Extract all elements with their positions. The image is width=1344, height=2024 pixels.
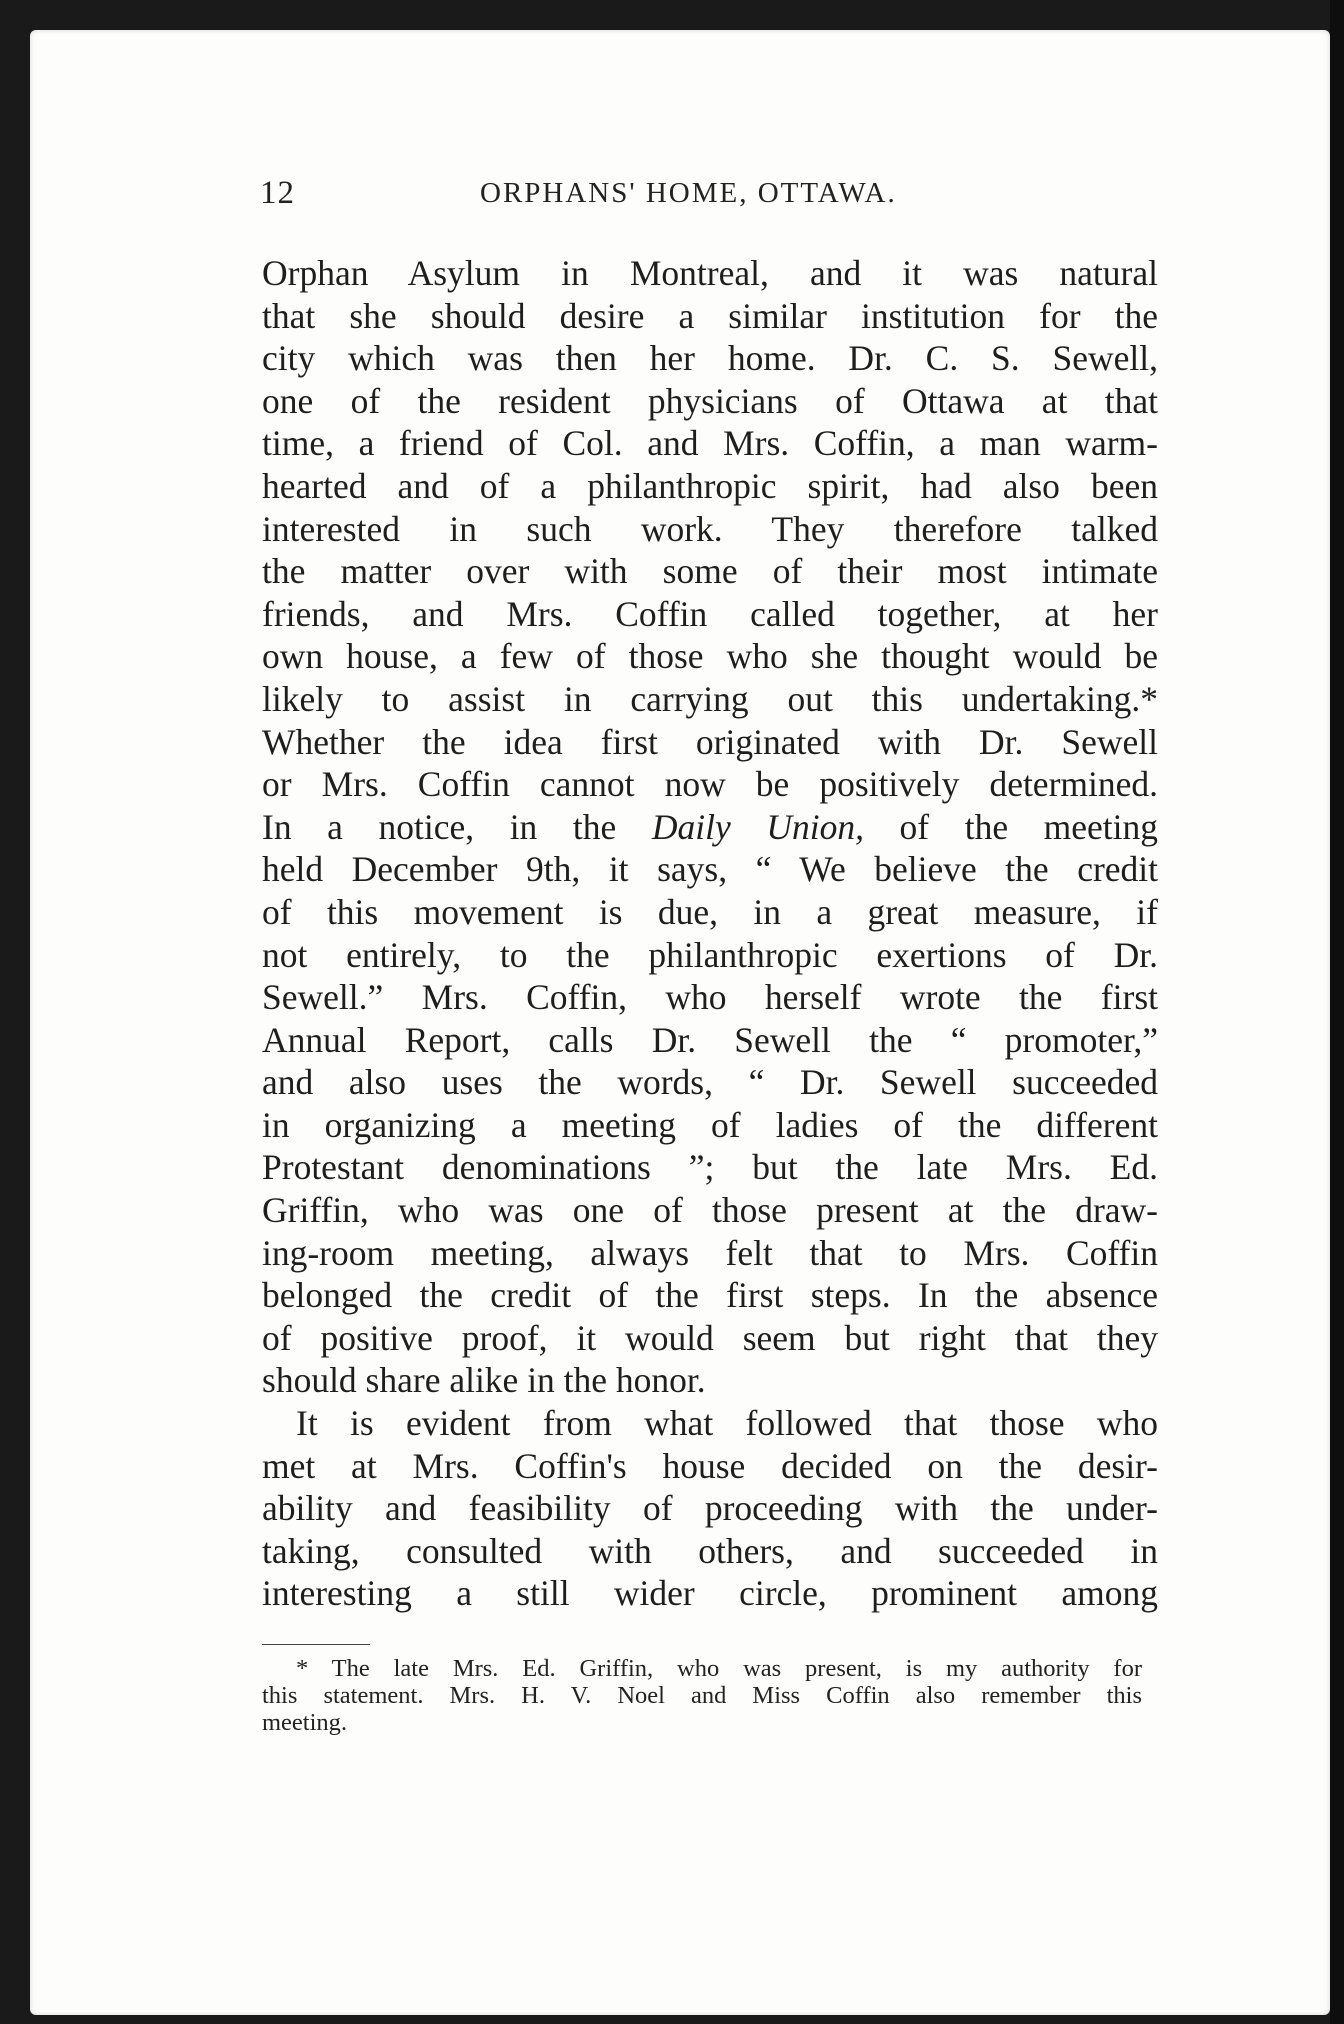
text-line: ing-room meeting, always felt that to Mrs. Coffin [262, 1232, 1158, 1273]
page-header [260, 175, 1160, 225]
text-line: It is evident from what followed that those who [296, 1403, 1158, 1444]
text-line: met at Mrs. Coffin's house decided on the desir- [262, 1445, 1158, 1486]
text-line: or Mrs. Coffin cannot now be positively determined. [262, 764, 1158, 805]
text-line: Annual Report, calls Dr. Sewell the “ promoter,” [262, 1019, 1158, 1060]
newspaper-title: Daily Union, [651, 806, 864, 847]
text-line: ability and feasibility of proceeding with the under- [262, 1488, 1158, 1529]
text-line: belonged the credit of the first steps. In the absence [262, 1275, 1158, 1316]
text-line: interested in such work. They therefore talked [262, 508, 1158, 549]
text-line: time, a friend of Col. and Mrs. Coffin, a man warm- [262, 423, 1158, 464]
text-line: city which was then her home. Dr. C. S. Sewell, [262, 338, 1158, 379]
text-segment: of the meeting [899, 806, 1159, 847]
text-segment: In a notice, in the [262, 806, 617, 847]
footnote-line: * The late Mrs. Ed. Griffin, who was present, is my authority for [296, 1655, 1142, 1682]
text-line: own house, a few of those who she thought would be [262, 636, 1158, 677]
text-line: Orphan Asylum in Montreal, and it was natural [262, 253, 1158, 293]
text-line: that she should desire a similar institution for the [262, 295, 1158, 336]
footnote-line: this statement. Mrs. H. V. Noel and Miss Coffin also remember this [262, 1682, 1142, 1709]
page-number: 12 [260, 175, 295, 211]
text-line: in organizing a meeting of ladies of the different [262, 1104, 1158, 1145]
text-line: of positive proof, it would seem but right that they [262, 1317, 1158, 1358]
text-line: hearted and of a philanthropic spirit, had also been [262, 465, 1158, 506]
footnote [262, 1655, 1142, 1736]
text-line: one of the resident physicians of Ottawa at that [262, 380, 1158, 421]
text-line: not entirely, to the philanthropic exertions of Dr. [262, 934, 1158, 975]
text-line: friends, and Mrs. Coffin called together, at her [262, 593, 1158, 634]
text-line: the matter over with some of their most intimate [262, 551, 1158, 592]
text-line: interesting a still wider circle, prominent among [262, 1573, 1158, 1614]
text-line: likely to assist in carrying out this undertaking.* [262, 678, 1158, 719]
body-text [262, 252, 1158, 1615]
text-line: Sewell.” Mrs. Coffin, who herself wrote the first [262, 977, 1158, 1018]
text-line: Protestant denominations ”; but the late Mrs. Ed. [262, 1147, 1158, 1188]
footnote-rule [262, 1644, 370, 1645]
text-line: and also uses the words, “ Dr. Sewell succeeded [262, 1062, 1158, 1103]
running-head: ORPHANS' HOME, OTTAWA. [480, 177, 897, 209]
scan-edge [1330, 0, 1344, 2024]
text-line: taking, consulted with others, and succeeded in [262, 1530, 1158, 1571]
text-line: of this movement is due, in a great measure, if [262, 891, 1158, 932]
text-line: should share alike in the honor. [262, 1360, 706, 1401]
footnote-line: meeting. [262, 1709, 348, 1736]
text-line: Whether the idea first originated with Dr. Sewell [262, 721, 1158, 762]
text-line [262, 806, 1158, 849]
text-line: held December 9th, it says, “ We believe the credit [262, 849, 1158, 890]
text-line: Griffin, who was one of those present at the draw- [262, 1190, 1158, 1231]
